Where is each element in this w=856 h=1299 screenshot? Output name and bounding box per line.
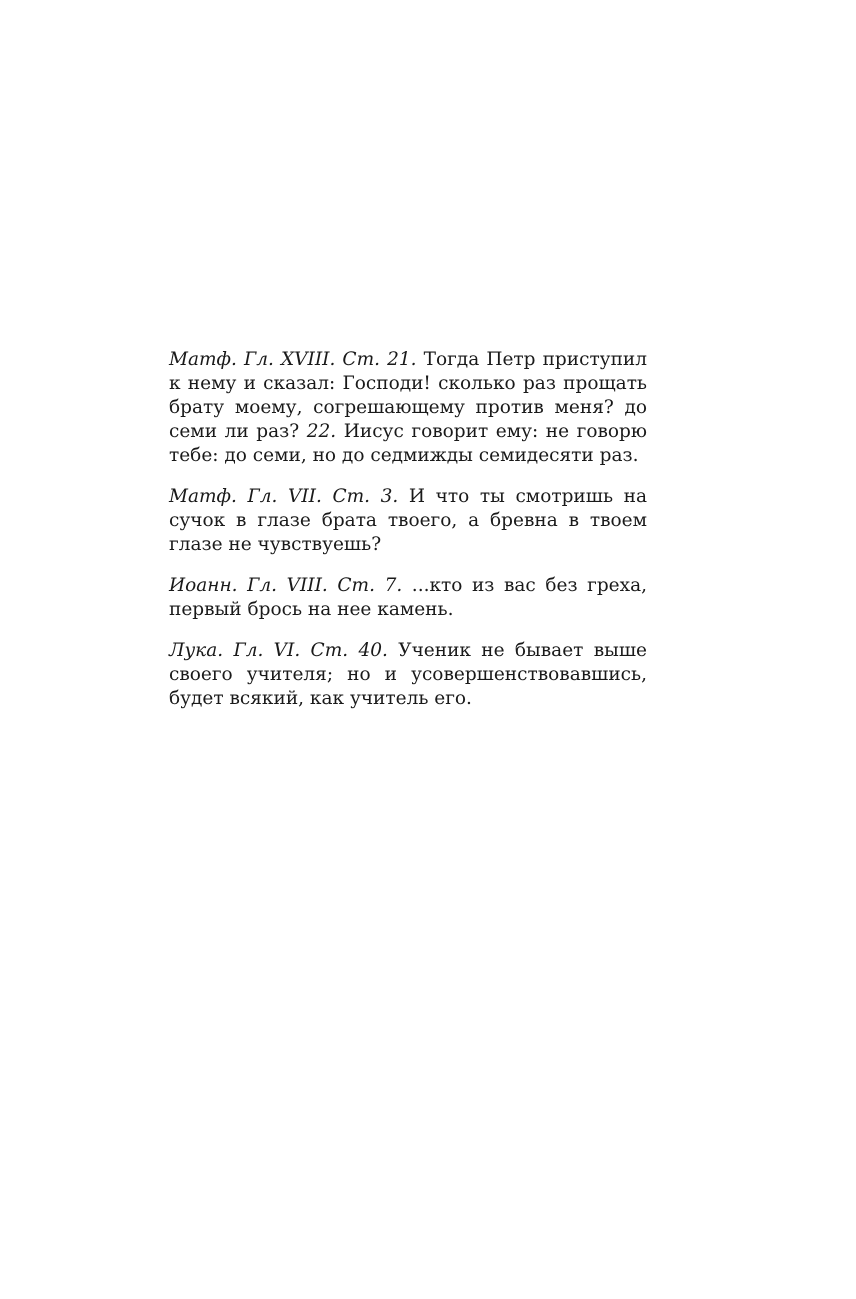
verse-text: Иисус говорит ему: не говорю тебе: до семи, но до седмижды семидесяти раз. bbox=[169, 421, 647, 466]
verse-reference: Иоанн. Гл. VIII. Ст. 7. bbox=[169, 575, 403, 596]
quote-luke-6-40 bbox=[169, 639, 647, 711]
verse-reference: Матф. Гл. VII. Ст. 3. bbox=[169, 486, 399, 507]
quote-john-8-7 bbox=[169, 574, 647, 622]
quote-matthew-7-3 bbox=[169, 485, 647, 557]
verse-reference: Матф. Гл. XVIII. Ст. 21. bbox=[169, 349, 417, 370]
verse-text: Тогда Петр приступил к нему и сказал: Господи! сколько раз прощать брату моему, согрешающему против меня? до семи ли раз? bbox=[169, 349, 647, 442]
verse-text: ...кто из вас без греха, первый брось на нее камень. bbox=[169, 575, 647, 620]
quote-matthew-18-21 bbox=[169, 348, 647, 468]
verse-text: И что ты смотришь на сучок в глазе брата твоего, а бревна в твоем глазе не чувствуешь? bbox=[169, 486, 647, 555]
verse-text: Ученик не бывает выше своего учителя; но и усовершенствовавшись, будет всякий, как учитель его. bbox=[169, 640, 647, 709]
verse-reference: Лука. Гл. VI. Ст. 40. bbox=[169, 640, 388, 661]
quotes-block bbox=[169, 348, 647, 711]
verse-reference: 22. bbox=[306, 421, 337, 442]
